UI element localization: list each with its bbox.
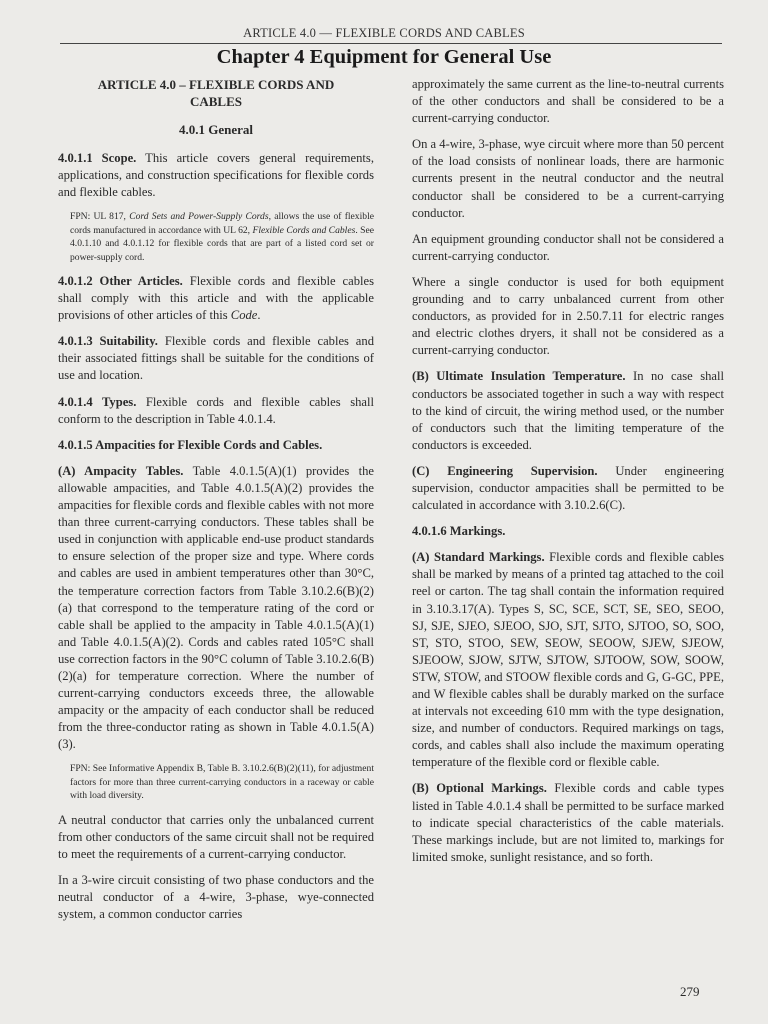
paragraph-suitability [58,333,374,384]
ampacities-heading: 4.0.1.5 Ampacities for Flexible Cords and Cables. [58,437,323,452]
paragraph-ampacity-tables [58,463,374,754]
header-rule [60,43,722,44]
article-heading: ARTICLE 4.0 – FLEXIBLE CORDS AND CABLES [97,77,335,109]
paragraph-neutral-conductor: A neutral conductor that carries only the unbalanced current from other conductors of the same circuit shall not be required to meet the requirements of a current-carrying conductor. [58,812,374,861]
other-articles-end: . [257,308,261,323]
standard-markings-label: (A) Standard Markings. [412,550,545,565]
paragraph-standard-markings [412,549,724,771]
fpn1-part-c: . See 4.0.1.10 and 4.0.1.12 for flexible cords that are part of a listed cord set or power-supply cord. [70,224,374,263]
fpn-note-1 [70,210,374,264]
paragraph-scope [58,150,374,201]
section-heading-general: 4.0.1 General [178,122,253,137]
ampacity-tables-label: (A) Ampacity Tables. [58,463,184,478]
page-number: 279 [680,984,700,999]
standard-markings-text: Flexible cords and flexible cables shall be marked by means of a printed tag attached to the coil reel or carton. The tag shall contain the information required in 3.10.3.17(A). Types S, SC, SCE, SCT, SE, SEO, SEOO, SJ, SJE, SJEO, SJEOO, SJO, SJT, SJTO, SJTOO, SO, SOO, ST, STO, STOO, SEW, SEOW, SEOOW, SJEW, SJEOW, SJEOOW, SJOW, SJTW, SJTOW, SJTOOW, SOW, SOOW, STW, STOW, and STOOW flexible cords and G, G-GC, PPE, and W flexible cables shall be durably marked on the surface at intervals not exceeding 610 mm with the type designation, size, and number of conductors. Required markings on tags, cords, and cables shall also include the maximum operating temperature of the flexible cord or flexible cable. [412,550,724,770]
running-head: ARTICLE 4.0 — FLEXIBLE CORDS AND CABLES [243,26,525,40]
other-articles-label: 4.0.1.2 Other Articles. [58,274,183,288]
right-column [412,76,724,875]
paragraph-optional-markings [412,780,724,865]
optional-markings-text: Flexible cords and cable types listed in Table 4.0.1.4 shall be permitted to be surface marked to indicate special characteristics of the cable materials. These markings include, but are not limited to, markings for limited smoke, sunlight resistance, and so forth. [412,781,724,864]
paragraph-3-wire-circuit: In a 3-wire circuit consisting of two phase conductors and the neutral conductor of a 4-wire, 3-phase, wye-connected system, a common conductor carries [58,872,374,922]
ampacity-tables-text: Table 4.0.1.5(A)(1) provides the allowable ampacities, and Table 4.0.1.5(A)(2) provides the ampacities for flexible cords and flexible cables with not more than three current-carrying conductors. These tables shall be used in conjunction with applicable end-use product standards to ensure selection of the proper size and type. Where cords and cables are used in ambient temperatures other than 30°C, the temperature correction factors from Table 3.10.2.6(B)(2)(a) that correspond to the temperature rating of the cord or cable shall be applied to the ampacity in Table 4.0.1.5(A)(1) and Table 4.0.1.5(A)(2). Cords and cables rated 105°C shall use correction factors in the 90°C column of Table 3.10.2.6(B)(2)(a) for temperature correction. Where the number of current-carrying conductors exceeds three, the allowable ampacity or the ampacity of each conductor shall be reduced from the three-conductor rating as shown in Table 4.0.1.5(A)(3). [58,463,374,752]
suitability-label: 4.0.1.3 Suitability. [58,334,158,349]
fpn1-title-2: Flexible Cords and Cables [252,224,356,236]
fpn1-title-1: Cord Sets and Power-Supply Cords [129,211,269,223]
types-text: Flexible cords and flexible cables shall conform to the description in Table 4.0.1.4. [58,394,374,426]
engineering-supervision-text: Under engineering supervision, conductor ampacities shall be permitted to be calculated in accordance with 3.10.2.6(C). [412,463,725,513]
scope-text: This article covers general requirements, applications, and construction specifications for flexible cords and flexible cables. [58,151,374,200]
paragraph-engineering-supervision [412,463,724,514]
other-articles-text: Flexible cords and flexible cables shall comply with this article and with the applicable provisions of other articles of this [58,274,374,323]
ultimate-insulation-label: (B) Ultimate Insulation Temperature. [412,369,626,384]
fpn-note-2: FPN: See Informative Appendix B, Table B. 3.10.2.6(B)(2)(11), for adjustment factors for more than three current-carrying conductors in a raceway or cable with load diversity. [70,763,374,802]
optional-markings-label: (B) Optional Markings. [412,781,547,796]
ultimate-insulation-text: In no case shall conductors be associated together in such a way with respect to the kind of circuit, the wiring method used, or the number of conductors such that the limiting temperature of the conductors is exceeded. [412,369,724,452]
engineering-supervision-label: (C) Engineering Supervision. [412,463,598,478]
paragraph-ultimate-insulation [412,368,724,453]
suitability-text: Flexible cords and flexible cables and their associated fittings shall be suitable for the conditions of use and location. [58,334,374,383]
fpn1-part-a: FPN: UL 817, [70,211,130,223]
code-word: Code [230,308,258,323]
paragraph-other-articles [58,273,374,324]
chapter-title: Chapter 4 Equipment for General Use [216,46,552,68]
paragraph-continued: approximately the same current as the line-to-neutral currents of the other conductors and shall be considered to be a current-carrying conductor. [412,77,724,126]
fpn1-part-b: , allows the use of flexible cords manufactured in accordance with UL 62, [70,211,374,236]
left-column [58,76,374,932]
markings-heading: 4.0.1.6 Markings. [412,524,506,539]
paragraph-4-wire-circuit: On a 4-wire, 3-phase, wye circuit where more than 50 percent of the load consists of nonlinear loads, there are harmonic currents present in the neutral conductor and the neutral conductor shall be considered to be a current-carrying conductor. [412,137,724,220]
paragraph-equipment-grounding: An equipment grounding conductor shall not be considered a current-carrying conductor. [412,231,724,263]
types-label: 4.0.1.4 Types. [58,394,137,409]
scope-label: 4.0.1.1 Scope. [58,151,137,166]
paragraph-types [58,394,374,428]
paragraph-single-conductor: Where a single conductor is used for both equipment grounding and to carry unbalanced current from other conductors, as provided for in 2.50.7.11 for electric ranges and electric clothes dryers, it shall not be considered as a current-carrying conductor. [412,274,724,358]
